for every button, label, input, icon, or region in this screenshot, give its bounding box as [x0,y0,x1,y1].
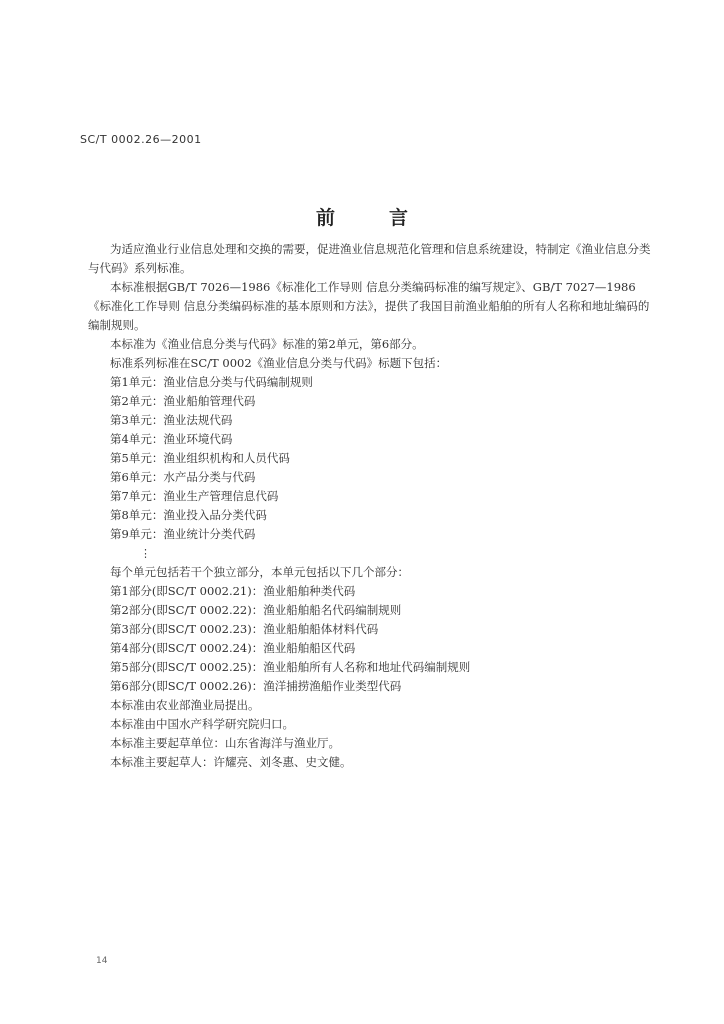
drafters-line: 本标准主要起草人：许耀亮、刘冬惠、史文健。 [110,755,352,769]
list-item: 第2部分(即SC/T 0002.22)：渔业船舶船名代码编制规则 [110,603,402,617]
list-item: 第7单元：渔业生产管理信息代码 [110,489,279,503]
closing-statements [88,696,654,772]
document-body [88,240,654,772]
administrator-line: 本标准由中国水产科学研究院归口。 [110,717,294,731]
list-item: 第2单元：渔业船舶管理代码 [110,394,256,408]
list-item: 第3单元：渔业法规代码 [110,413,233,427]
parts-intro: 每个单元包括若干个独立部分，本单元包括以下几个部分： [110,565,409,579]
scope-paragraph: 本标准为《渔业信息分类与代码》标准的第2单元，第6部分。 [110,337,424,351]
drafting-unit-line: 本标准主要起草单位：山东省海洋与渔业厅。 [110,736,340,750]
list-item: 第4单元：渔业环境代码 [110,432,233,446]
page-title: 前言 [315,207,462,229]
list-item: 第8单元：渔业投入品分类代码 [110,508,267,522]
standard-header: SC/T 0002.26—2001 [80,133,202,146]
proposer-line: 本标准由农业部渔业局提出。 [110,698,260,712]
list-item: 第3部分(即SC/T 0002.23)：渔业船舶船体材料代码 [110,622,379,636]
list-item: 第9单元：渔业统计分类代码 [110,527,256,541]
vertical-ellipsis: ⋮ [140,547,151,560]
list-item: 第5部分(即SC/T 0002.25)：渔业船舶所有人名称和地址代码编制规则 [110,660,471,674]
list-item: 第6单元：水产品分类与代码 [110,470,256,484]
intro-paragraph: 为适应渔业行业信息处理和交换的需要，促进渔业信息规范化管理和信息系统建设，特制定《渔业信息分类与代码》系列标准。 [88,242,651,275]
list-item: 第4部分(即SC/T 0002.24)：渔业船舶船区代码 [110,641,356,655]
list-item: 第6部分(即SC/T 0002.26)：渔洋捕捞渔船作业类型代码 [110,679,402,693]
parts-list [88,582,654,696]
list-item: 第5单元：渔业组织机构和人员代码 [110,451,290,465]
page-number: 14 [96,956,108,966]
unit-list [88,373,654,544]
series-paragraph: 标准系列标准在SC/T 0002《渔业信息分类与代码》标题下包括： [110,356,448,370]
basis-paragraph: 本标准根据GB/T 7026—1986《标准化工作导则 信息分类编码标准的编写规定》、GB/T 7027—1986《标准化工作导则 信息分类编码标准的基本原则和方法》，提供了我国目前渔业船舶的所有人名称和地址编码的编制规则。 [88,280,650,332]
list-item: 第1部分(即SC/T 0002.21)：渔业船舶种类代码 [110,584,356,598]
list-item: 第1单元：渔业信息分类与代码编制规则 [110,375,313,389]
